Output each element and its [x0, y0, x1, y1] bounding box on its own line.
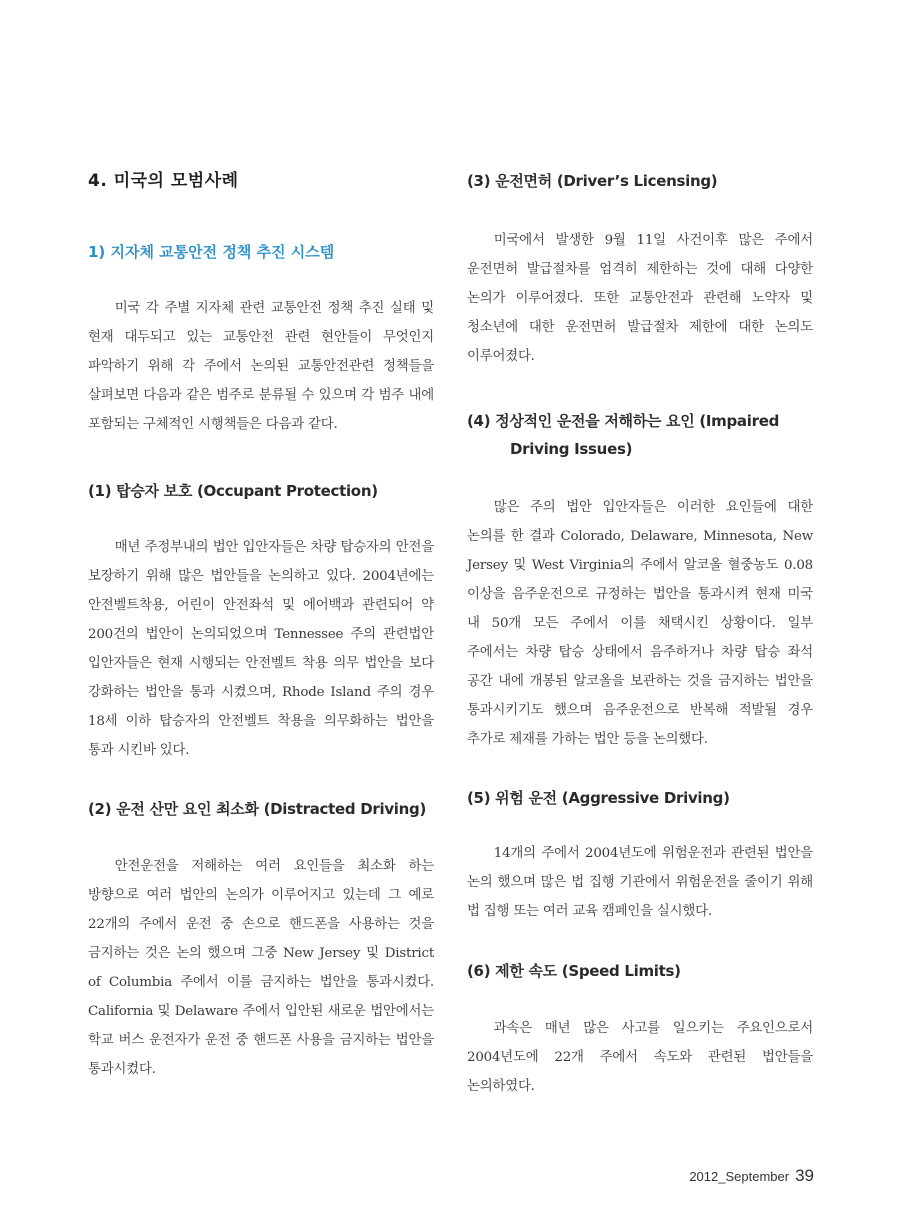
- occupant-protection-paragraph: 매년 주정부내의 법안 입안자들은 차량 탑승자의 안전을 보장하기 위해 많은 법안들을 논의하고 있다. 2004년에는 안전벨트착용, 어린이 안전좌석 및 에어백과 관련되어 약 200건의 법안이 논의되었으며 Tennessee 주의 관련법안 입안자들은 현재 시행되는 안전벨트 착용 의무 법안을 보다 강화하는 법안을 통과 시켰으며, Rhode Island 주의 경우 18세 이하 탑승자의 안전벨트 착용을 의무화하는 법안을 통과 시킨바 있다.: [88, 540, 434, 758]
- right-column: [467, 166, 813, 1101]
- impaired-driving-heading-line1: (4) 정상적인 운전을 저해하는 요인 (Impaired: [467, 412, 780, 430]
- impaired-driving-heading: [467, 407, 813, 463]
- occupant-protection-heading: (1) 탑승자 보호 (Occupant Protection): [88, 482, 378, 500]
- distracted-driving-heading: (2) 운전 산만 요인 최소화 (Distracted Driving): [88, 800, 427, 818]
- speed-limits-heading: (6) 제한 속도 (Speed Limits): [467, 962, 681, 980]
- page-footer: [689, 1166, 814, 1186]
- issue-label: 2012_September: [689, 1169, 790, 1184]
- impaired-driving-heading-line2: Driving Issues): [510, 440, 633, 458]
- section-title: 1) 지자체 교통안전 정책 추진 시스템: [88, 243, 335, 261]
- speed-limits-paragraph: 과속은 매년 많은 사고를 일으키는 주요인으로서 2004년도에 22개 주에서 속도와 관련된 법안들을 논의하였다.: [467, 1021, 813, 1094]
- distracted-driving-paragraph: 안전운전을 저해하는 여러 요인들을 최소화 하는 방향으로 여러 법안의 논의가 이루어지고 있는데 그 예로 22개의 주에서 운전 중 손으로 핸드폰을 사용하는 것을 금지하는 것은 논의 했으며 그중 New Jersey 및 District of Columbia 주에서 이를 금지하는 법안을 통과시켰다. California 및 Delaware 주에서 입안된 새로운 법안에서는 학교 버스 운전자가 운전 중 핸드폰 사용을 금지하는 법안을 통과시켰다.: [88, 859, 434, 1077]
- drivers-licensing-heading: (3) 운전면허 (Driver’s Licensing): [467, 172, 718, 190]
- page-number: 39: [795, 1166, 814, 1185]
- aggressive-driving-paragraph: 14개의 주에서 2004년도에 위험운전과 관련된 법안을 논의 했으며 많은 법 집행 기관에서 위험운전을 줄이기 위해 법 집행 또는 여러 교육 캠페인을 실시했다.: [467, 846, 813, 919]
- aggressive-driving-heading: (5) 위험 운전 (Aggressive Driving): [467, 789, 730, 807]
- drivers-licensing-paragraph: 미국에서 발생한 9월 11일 사건이후 많은 주에서 운전면허 발급절차를 엄격히 제한하는 것에 대해 다양한 논의가 이루어졌다. 또한 교통안전과 관련해 노약자 및 청소년에 대한 운전면허 발급절차 제한에 대한 논의도 이루어졌다.: [467, 233, 813, 364]
- chapter-title: 4. 미국의 모범사례: [88, 171, 239, 191]
- impaired-driving-paragraph: 많은 주의 법안 입안자들은 이러한 요인들에 대한 논의를 한 결과 Colorado, Delaware, Minnesota, New Jersey 및 West Virginia의 주에서 알코올 혈중농도 0.08 이상을 음주운전으로 규정하는 법안을 통과시켜 현재 미국 내 50개 모든 주에서 이를 채택시킨 상황이다. 일부 주에서는 차량 탑승 상태에서 음주하거나 차량 탑승 좌석 공간 내에 개봉된 알코올을 보관하는 것을 금지하는 법안을 통과시키기도 했으며 음주운전으로 반복해 적발될 경우 추가로 제재를 가하는 법안 등을 논의했다.: [467, 500, 813, 747]
- intro-paragraph: 미국 각 주별 지자체 관련 교통안전 정책 추진 실태 및 현재 대두되고 있는 교통안전 관련 현안들이 무엇인지 파악하기 위해 각 주에서 논의된 교통안전관련 정책들을 살펴보면 다음과 같은 범주로 분류될 수 있으며 각 범주 내에 포함되는 구체적인 시행책들은 다음과 같다.: [88, 301, 434, 432]
- left-column: [88, 166, 434, 1084]
